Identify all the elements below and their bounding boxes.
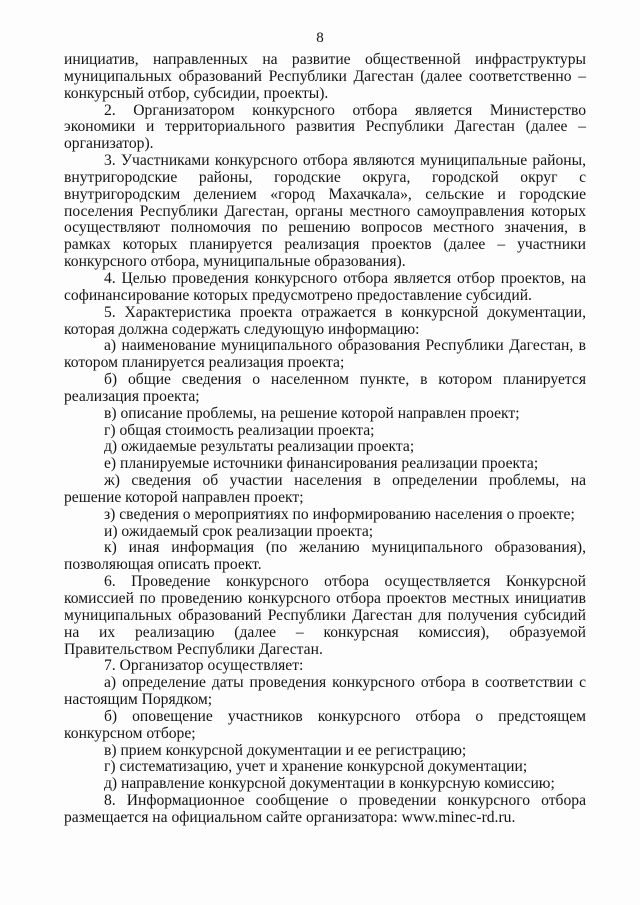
document-body [64, 52, 586, 827]
list-item-5k: к) иная информация (по желанию муниципального образования), позволяющая описать проект. [64, 539, 586, 574]
list-item-5z: з) сведения о мероприятиях по информированию населения о проекте; [104, 505, 575, 523]
list-item-7g: г) систематизацию, учет и хранение конкурсной документации; [104, 758, 528, 776]
paragraph-8-announcement: 8. Информационное сообщение о проведении конкурсного отбора размещается на официальном сайте организатора: www.minec-rd.ru. [64, 792, 586, 826]
list-item-7v: в) прием конкурсной документации и ее регистрацию; [104, 741, 467, 759]
list-item-7a: а) определение даты проведения конкурсного отбора в соответствии с настоящим Порядком; [64, 674, 586, 709]
paragraph-6-commission: 6. Проведение конкурсного отбора осуществляется Конкурсной комиссией по проведению конкурсного отбора проектов местных инициатив муниципальных образований Республики Дагестан для получения субсидий на их реализацию (далее – конкурсная комиссия), образуемой Правительством Республики Дагестан. [64, 573, 586, 658]
paragraph-4-goal: 4. Целью проведения конкурсного отбора является отбор проектов, на софинансирование которых предусмотрено предоставление субсидий. [64, 269, 586, 304]
paragraph-2-organizer: 2. Организатором конкурсного отбора является Министерство экономики и территориального развития Республики Дагестан (далее – организатор). [64, 101, 586, 153]
list-item-7b: б) оповещение участников конкурсного отбора о предстоящем конкурсном отборе; [64, 707, 586, 742]
list-item-5b: б) общие сведения о населенном пункте, в котором планируется реализация проекта; [64, 371, 586, 405]
paragraph-7-organizer-duties: 7. Организатор осуществляет: [104, 657, 304, 675]
list-item-5v: в) описание проблемы, на решение которой направлен проект; [104, 404, 520, 422]
list-item-5e: е) планируемые источники финансирования реализации проекта; [104, 455, 539, 473]
list-item-5g: г) общая стоимость реализации проекта; [104, 421, 375, 439]
paragraph-continuation: инициатив, направленных на развитие общественной инфраструктуры муниципальных образований Республики Дагестан (далее соответственно – конкурсный отбор, субсидии, проекты). [64, 51, 586, 102]
list-item-5a: а) наименование муниципального образования Республики Дагестан, в котором планируется реализация проекта; [64, 337, 586, 372]
list-item-5zh: ж) сведения об участии населения в определении проблемы, на решение которой направлен проект; [64, 472, 586, 506]
list-item-5d: д) ожидаемые результаты реализации проекта; [104, 438, 415, 456]
list-item-7d: д) направление конкурсной документации в конкурсную комиссию; [104, 775, 555, 793]
list-item-5i: и) ожидаемый срок реализации проекта; [104, 522, 374, 540]
paragraph-3-participants: 3. Участниками конкурсного отбора являются муниципальные районы, внутригородские районы, городские округа, городской округ с внутригородским делением «город Махачкала», сельские и городские поселения Республики Дагестан, органы местного самоуправления которых осуществляют полномочия по решению вопросов местного значения, в рамках которых планируется реализация проектов (далее – участники конкурсного отбора, муниципальные образования). [64, 152, 586, 271]
page-number: 8 [316, 30, 324, 46]
paragraph-5-characteristics: 5. Характеристика проекта отражается в конкурсной документации, которая должна содержать следующую информацию: [64, 303, 586, 338]
